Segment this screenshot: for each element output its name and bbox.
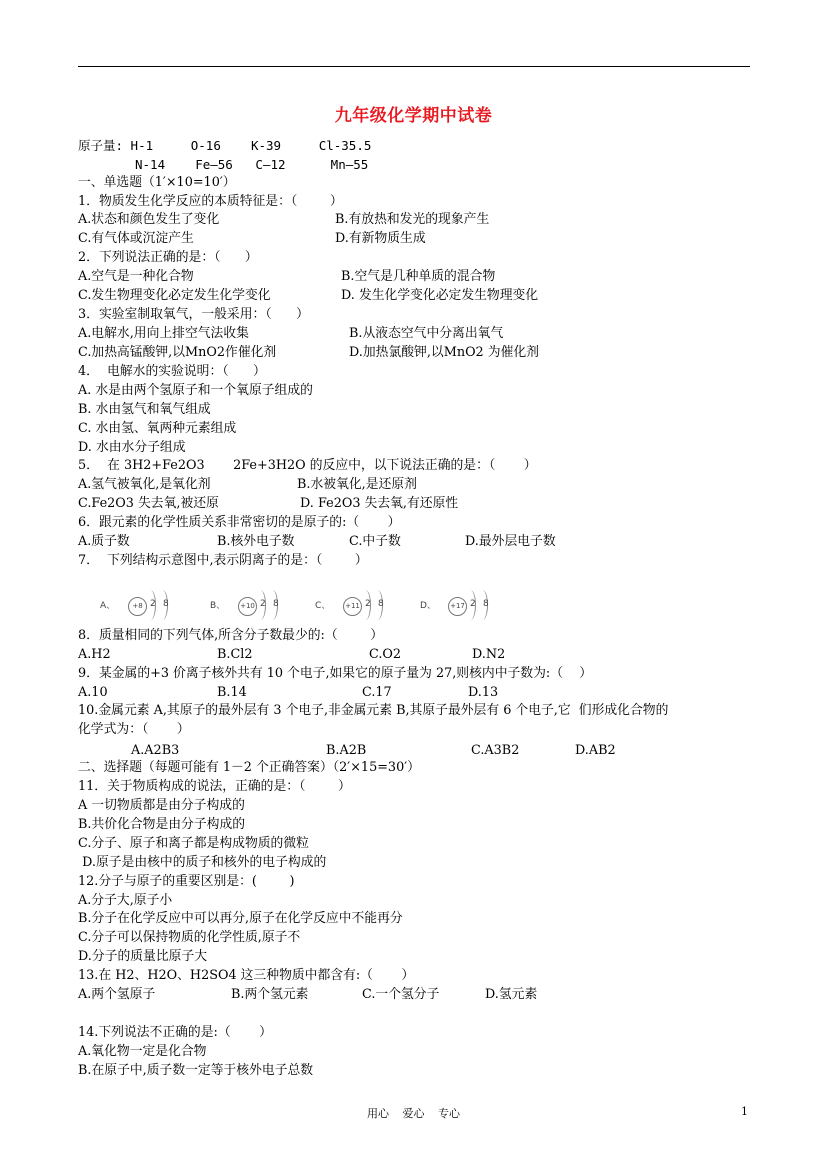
exam-line: 7． 下列结构示意图中,表示阴离子的是：（ ） [78,553,368,568]
exam-line: B.有放热和发光的现象产生 [335,212,490,227]
exam-line: D. Fe2O3 失去氧,有还原性 [300,496,459,511]
exam-line: 二、选择题（每题可能有 1－2 个正确答案）（2′×15=30′） [78,760,420,775]
exam-line: 2．下列说法正确的是：（ ） [78,250,258,265]
atom-diagram-option [420,588,500,624]
exam-line: B.A2B [326,743,367,758]
shell-electron-count: 2 [150,599,156,609]
exam-line: D.加热氯酸钾,以MnO2 为催化剂 [349,345,539,360]
exam-line: 5． 在 3H2+Fe2O3 2Fe+3H2O 的反应中，以下说法正确的是：（ ） [78,458,537,473]
exam-line: 9．某金属的+3 价离子核外共有 10 个电子,如果它的原子量为 27,则核内中子数为:（ ） [78,666,593,681]
atom-nucleus: +17 [448,597,467,616]
exam-line: B.Cl2 [217,647,253,662]
page-title: 九年级化学期中试卷 [334,106,493,126]
shell-electron-count: 8 [163,599,169,609]
exam-line: 14.下列说法不正确的是:（ ） [78,1025,272,1040]
exam-line: D.AB2 [575,743,616,758]
exam-line: B. 水由氢气和氧气组成 [78,402,211,417]
shell-electron-count: 8 [273,599,279,609]
atom-option-label: A、 [100,601,116,611]
exam-line: A.A2B3 [131,743,180,758]
exam-line: 3．实验室制取氧气，一般采用：（ ） [78,307,309,322]
exam-line: 10.金属元素 A,其原子的最外层有 3 个电子,非金属元素 B,其原子最外层有 6 个电子,它 们形成化合物的 [78,703,669,718]
exam-line: C.O2 [369,647,402,662]
exam-line: A.空气是一种化合物 [78,269,194,284]
footer-text: 用心 爱心 专心 [367,1107,460,1120]
atom-nucleus: +11 [343,597,362,616]
atom-nucleus: +10 [238,597,257,616]
atom-option-label: C、 [315,601,331,611]
shell-electron-count: 2 [470,599,476,609]
exam-line: C.有气体或沉淀产生 [78,231,194,246]
exam-line: C.发生物理变化必定发生化学变化 [78,288,271,303]
exam-line: C.分子、原子和离子都是构成物质的微粒 [78,836,309,851]
exam-line: 4． 电解水的实验说明：（ ） [78,364,266,379]
exam-line: 8．质量相同的下列气体,所含分子数最少的:（ ） [78,628,384,643]
exam-line: A 一切物质都是由分子构成的 [78,798,245,813]
exam-line: A.分子大,原子小 [78,893,173,908]
exam-line: 13.在 H2、H2O、H2SO4 这三种物质中都含有:（ ） [78,968,415,983]
exam-line: C. 水由氢、氧两种元素组成 [78,421,237,436]
shell-electron-count: 2 [260,599,266,609]
exam-line: B.14 [217,685,247,700]
atom-diagram-option [100,588,180,624]
atom-nucleus: +8 [128,597,147,616]
exam-line: D.N2 [472,647,506,662]
exam-line: 化学式为：（ ） [78,722,190,737]
atom-diagram-option [210,588,290,624]
exam-line: B.核外电子数 [217,534,295,549]
atom-diagram-option [315,588,395,624]
exam-line: 6．跟元素的化学性质关系非常密切的是原子的:（ ） [78,515,401,530]
shell-electron-count: 2 [365,599,371,609]
exam-line: B.水被氧化,是还原剂 [297,477,417,492]
exam-line: D.有新物质生成 [335,231,426,246]
exam-line: D.分子的质量比原子大 [78,949,208,964]
exam-line: A.10 [78,685,108,700]
exam-line: A.质子数 [78,534,130,549]
page-number: 1 [741,1105,748,1118]
exam-line: A.电解水,用向上排空气法收集 [78,326,249,341]
exam-line: C.分子可以保持物质的化学性质,原子不 [78,930,301,945]
exam-line: C.中子数 [349,534,401,549]
exam-line: D. 发生化学变化必定发生物理变化 [341,288,539,303]
exam-line: A.氧化物一定是化合物 [78,1044,207,1059]
exam-line: D.原子是由核中的质子和核外的电子构成的 [78,855,327,870]
exam-line: C.17 [362,685,392,700]
exam-line: B.从液态空气中分离出氧气 [349,326,504,341]
exam-line: 原子量: H-1 O-16 K-39 Cl-35.5 [78,138,372,153]
exam-line: C.A3B2 [471,743,520,758]
exam-line: N-14 Fe—56 C—12 Mn—55 [135,157,369,172]
exam-line: A.H2 [78,647,111,662]
exam-line: D. 水由水分子组成 [78,440,186,455]
exam-line: 11．关于物质构成的说法，正确的是：（ ） [78,779,351,794]
exam-line: C.一个氢分子 [362,987,440,1002]
exam-line: B.两个氢元素 [231,987,309,1002]
exam-line: D.13 [468,685,499,700]
exam-line: A.状态和颜色发生了变化 [78,212,220,227]
exam-line: C.Fe2O3 失去氧,被还原 [78,496,219,511]
atom-option-label: D、 [420,601,436,611]
exam-line: C.加热高锰酸钾,以MnO2作催化剂 [78,345,277,360]
exam-line: D.氢元素 [485,987,538,1002]
header-rule [78,66,750,67]
exam-line: A.两个氢原子 [78,987,156,1002]
atomic-structure-diagrams [100,588,500,624]
exam-line: 12.分子与原子的重要区别是：( ) [78,874,295,889]
exam-line: B.共价化合物是由分子构成的 [78,817,246,832]
shell-electron-count: 8 [378,599,384,609]
exam-line: 1．物质发生化学反应的本质特征是：（ ） [78,194,343,209]
exam-line: A.氢气被氧化,是氧化剂 [78,477,211,492]
exam-line: D.最外层电子数 [465,534,556,549]
exam-line: B.分子在化学反应中可以再分,原子在化学反应中不能再分 [78,911,403,926]
exam-line: 一、单选题（1′×10=10′） [78,175,236,190]
atom-option-label: B、 [210,601,226,611]
exam-line: B.空气是几种单质的混合物 [341,269,496,284]
shell-electron-count: 8 [483,599,489,609]
exam-line: B.在原子中,质子数一定等于核外电子总数 [78,1063,314,1078]
exam-line: A. 水是由两个氢原子和一个氧原子组成的 [78,383,313,398]
